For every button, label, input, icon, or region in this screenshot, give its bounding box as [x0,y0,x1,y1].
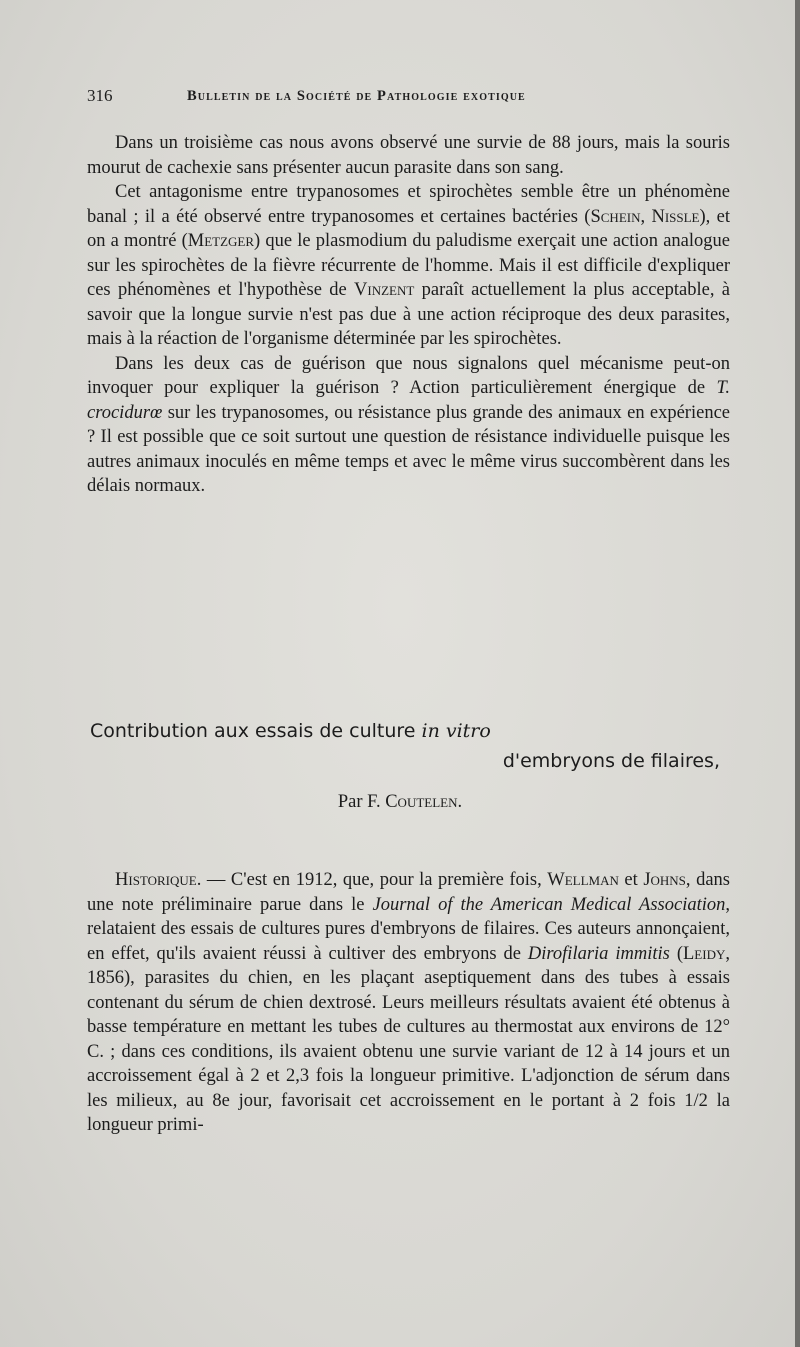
byline: Par F. Coutelen. [337,792,463,812]
species-name: T. crocidurœ [87,378,730,423]
section-lead: Historique [115,870,197,890]
author-name: Schein [590,206,641,227]
author-name: Nissle [651,206,700,227]
page-edge-shadow [795,0,800,1347]
journal-title: Bulletin de la Société de Pathologie exotique [187,88,526,104]
author-name: Leidy [683,943,726,964]
author-name: Johns [643,870,686,890]
species-name: Dirofilaria immitis [527,943,670,964]
article-body [87,868,730,1138]
journal-name: Journal of the American Medical Association [372,894,726,915]
paragraph: Dans les deux cas de guérison que nous signalons quel mécanisme peut-on invoquer pour expliquer la guérison ? Action particulièrement énergique de T. crocidurœ sur les trypanosomes, ou résistance plus grande des animaux en expérience ? Il est possible que ce soit surtout une question de résistance individuelle puisque les autres animaux inoculés en même temps et avec le même virus succombèrent dans les délais normaux. [87,353,730,496]
author-name: Coutelen [385,792,458,812]
author-name: Wellman [547,870,619,890]
page-number: 316 [87,86,113,105]
article-title: Contribution aux essais de culture in vitro d'embryons de filaires, [90,720,720,772]
paragraph: Cet antagonisme entre trypanosomes et spirochètes semble être un phénomène banal ; il a été observé entre trypanosomes et certaines bactéries (Schein, Nissle), et on a montré (Metzger) que le plasmodium du paludisme exerçait une action analogue sur les spirochètes de la fièvre récurrente de l'homme. Mais il est difficile d'expliquer ces phénomènes et l'hypothèse de Vinzent paraît actuellement la plus acceptable, à savoir que la longue survie n'est pas due à une action réciproque des deux parasites, mais à la réaction de l'organisme déterminée par les spirochètes. [87,182,730,349]
author-name: Metzger [187,231,255,251]
paragraph: Historique. — C'est en 1912, que, pour la première fois, Wellman et Johns, dans une note préliminaire parue dans le Journal of the American Medical Association, relataient des essais de cultures pures d'embryons de filaires. Ces auteurs annonçaient, en effet, qu'ils avaient réussi à cultiver des embryons de Dirofilaria immitis (Leidy, 1856), parasites du chien, en les plaçant aseptiquement dans des tubes à essais contenant du sérum de chien dextrosé. Leurs meilleurs résultats avaient été obtenus à basse température en mettant les tubes de cultures au thermostat aux environs de 12° C. ; dans ces conditions, ils avaient obtenu une survie variant de 12 à 14 jours et un accroissement égal à 2 et 2,3 fois la longueur primitive. L'adjonction de sérum dans les milieux, au 8e jour, favorisait cet accroissement en le portant à 2 fois 1/2 la longueur primi- [87,870,730,1135]
previous-article-text [87,131,730,499]
paragraph: Dans un troisième cas nous avons observé une survie de 88 jours, mais la souris mourut de cachexie sans présenter aucun parasite dans son sang. [87,133,730,178]
author-name: Vinzent [354,280,415,300]
